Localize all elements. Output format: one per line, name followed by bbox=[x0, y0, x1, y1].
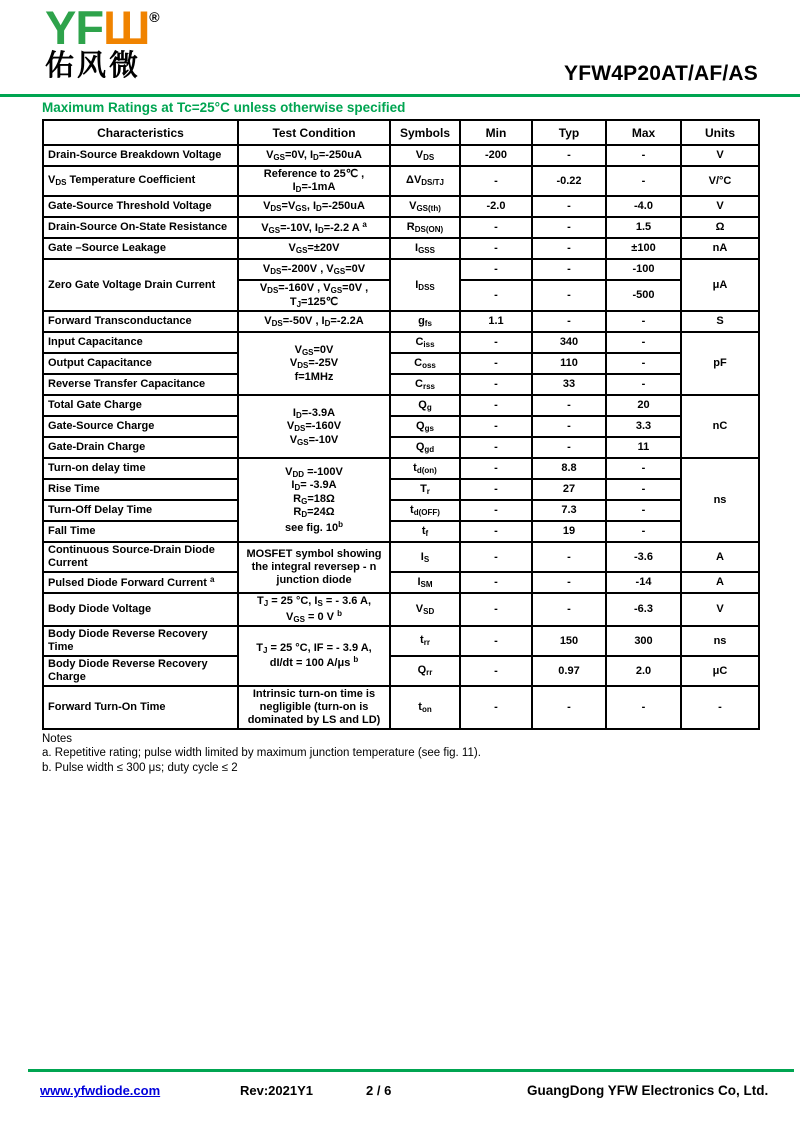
table-cell: - bbox=[532, 437, 606, 458]
table-cell: 8.8 bbox=[532, 458, 606, 479]
table-cell: V bbox=[681, 593, 759, 626]
table-cell: Ω bbox=[681, 217, 759, 238]
table-cell: $Q_g$ bbox=[390, 395, 460, 416]
table-cell: Forward Transconductance bbox=[43, 311, 238, 332]
table-cell: - bbox=[532, 145, 606, 166]
table-cell: $Q_{gs}$ bbox=[390, 416, 460, 437]
table-cell: $Q_{gd}$ bbox=[390, 437, 460, 458]
table-row bbox=[43, 259, 759, 280]
table-cell: Gate-Source Charge bbox=[43, 416, 238, 437]
table-cell: V bbox=[681, 145, 759, 166]
table-cell: - bbox=[532, 196, 606, 217]
table-row bbox=[43, 374, 759, 395]
table-cell: $C_{oss}$ bbox=[390, 353, 460, 374]
table-cell: $t_{on}$ bbox=[390, 686, 460, 729]
table-cell: - bbox=[460, 166, 532, 196]
ratings-table bbox=[42, 119, 760, 730]
table-cell: - bbox=[460, 437, 532, 458]
registered-trademark-icon: ® bbox=[149, 9, 160, 25]
table-cell: - bbox=[532, 542, 606, 572]
table-cell: ±100 bbox=[606, 238, 681, 259]
table-row bbox=[43, 145, 759, 166]
table-row bbox=[43, 166, 759, 196]
table-cell: - bbox=[532, 238, 606, 259]
header-row bbox=[43, 120, 759, 145]
table-cell: - bbox=[460, 353, 532, 374]
table-cell: $V_{GS}=0V$, $I_D=-250uA$ bbox=[238, 145, 390, 166]
table-cell: A bbox=[681, 542, 759, 572]
table-cell: -2.0 bbox=[460, 196, 532, 217]
table-cell: Gate-Source Threshold Voltage bbox=[43, 196, 238, 217]
yfw-logo bbox=[45, 1, 160, 82]
table-cell: $I_{SM}$ bbox=[390, 572, 460, 593]
table-cell: Gate-Drain Charge bbox=[43, 437, 238, 458]
table-cell: 11 bbox=[606, 437, 681, 458]
table-cell: - bbox=[460, 374, 532, 395]
table-cell: $\Delta V_{DS/TJ}$ bbox=[390, 166, 460, 196]
logo-yf-text: YF bbox=[45, 1, 104, 54]
table-cell: Turn-on delay time bbox=[43, 458, 238, 479]
table-cell: - bbox=[460, 521, 532, 542]
table-cell: Rise Time bbox=[43, 479, 238, 500]
table-cell: - bbox=[606, 166, 681, 196]
table-cell: $Q_{rr}$ bbox=[390, 656, 460, 686]
table-cell: $C_{iss}$ bbox=[390, 332, 460, 353]
table-row bbox=[43, 332, 759, 353]
table-cell: -100 bbox=[606, 259, 681, 280]
table-cell: MOSFET symbol showing the integral reversep - n junction diode bbox=[238, 542, 390, 593]
table-row bbox=[43, 196, 759, 217]
notes-title: Notes bbox=[42, 732, 73, 745]
table-cell: $C_{rss}$ bbox=[390, 374, 460, 395]
table-cell: - bbox=[460, 542, 532, 572]
table-cell: $I_{GSS}$ bbox=[390, 238, 460, 259]
table-cell: - bbox=[460, 626, 532, 656]
table-cell: Input Capacitance bbox=[43, 332, 238, 353]
table-row bbox=[43, 542, 759, 572]
table-cell: Body Diode Reverse Recovery Charge bbox=[43, 656, 238, 686]
table-cell: Total Gate Charge bbox=[43, 395, 238, 416]
column-header: Min bbox=[460, 120, 532, 145]
table-cell: 0.97 bbox=[532, 656, 606, 686]
table-cell: $V_{GS}=0V$ $V_{DS}=-25V$ f=1MHz bbox=[238, 332, 390, 395]
table-row bbox=[43, 458, 759, 479]
table-cell: - bbox=[606, 479, 681, 500]
table-cell: $T_J = 25$ °C, $I_S$ = - 3.6 A, $V_{GS} = 0$ V $^b$ bbox=[238, 593, 390, 626]
section-heading: Maximum Ratings at Tc=25°C unless otherwise specified bbox=[42, 100, 406, 115]
table-cell: - bbox=[681, 686, 759, 729]
table-cell: - bbox=[460, 238, 532, 259]
table-cell: $t_f$ bbox=[390, 521, 460, 542]
table-cell: - bbox=[606, 521, 681, 542]
table-cell: Reference to 25℃ , $I_D=-1mA$ bbox=[238, 166, 390, 196]
table-cell: Body Diode Voltage bbox=[43, 593, 238, 626]
table-cell: - bbox=[532, 686, 606, 729]
table-cell: pF bbox=[681, 332, 759, 395]
table-cell: - bbox=[460, 280, 532, 311]
table-cell: $V_{GS}=\pm 20V$ bbox=[238, 238, 390, 259]
table-cell: V/°C bbox=[681, 166, 759, 196]
notes-section bbox=[42, 732, 758, 775]
table-cell: nC bbox=[681, 395, 759, 458]
table-cell: 2.0 bbox=[606, 656, 681, 686]
table-row bbox=[43, 437, 759, 458]
table-cell: - bbox=[460, 656, 532, 686]
table-cell: - bbox=[460, 395, 532, 416]
table-cell: 1.5 bbox=[606, 217, 681, 238]
table-cell: 3.3 bbox=[606, 416, 681, 437]
footer-divider bbox=[28, 1069, 794, 1072]
column-header: Max bbox=[606, 120, 681, 145]
table-cell: 150 bbox=[532, 626, 606, 656]
footer-website-link[interactable]: www.yfwdiode.com bbox=[40, 1083, 161, 1098]
table-row bbox=[43, 686, 759, 729]
table-cell: - bbox=[460, 458, 532, 479]
column-header: Characteristics bbox=[43, 120, 238, 145]
table-cell: - bbox=[460, 500, 532, 521]
logo-wordmark bbox=[45, 1, 160, 54]
table-cell: - bbox=[460, 332, 532, 353]
table-row bbox=[43, 311, 759, 332]
logo-w-icon: Ш bbox=[103, 1, 150, 54]
table-cell: $V_{DS}=V_{GS}$, $I_D=-250uA$ bbox=[238, 196, 390, 217]
header-divider bbox=[0, 94, 800, 97]
table-cell: - bbox=[460, 259, 532, 280]
footer-revision: Rev:2021Y1 bbox=[240, 1083, 313, 1098]
table-cell: $g_{fs}$ bbox=[390, 311, 460, 332]
table-cell: $t_{d(on)}$ bbox=[390, 458, 460, 479]
table-cell: $V_{SD}$ bbox=[390, 593, 460, 626]
table-cell: - bbox=[460, 686, 532, 729]
table-header bbox=[43, 120, 759, 145]
table-cell: - bbox=[460, 416, 532, 437]
table-cell: - bbox=[606, 686, 681, 729]
table-cell: S bbox=[681, 311, 759, 332]
table-cell: $T_r$ bbox=[390, 479, 460, 500]
table-cell: Reverse Transfer Capacitance bbox=[43, 374, 238, 395]
table-cell: $V_{GS}=-10V$, $I_D=-2.2$ A $^a$ bbox=[238, 217, 390, 238]
table-cell: Fall Time bbox=[43, 521, 238, 542]
column-header: Typ bbox=[532, 120, 606, 145]
table-cell: $I_{DSS}$ bbox=[390, 259, 460, 311]
table-cell: Zero Gate Voltage Drain Current bbox=[43, 259, 238, 311]
table-cell: Turn-Off Delay Time bbox=[43, 500, 238, 521]
table-cell: $V_{DS}$ Temperature Coefficient bbox=[43, 166, 238, 196]
table-row bbox=[43, 572, 759, 593]
table-cell: -200 bbox=[460, 145, 532, 166]
table-cell: -500 bbox=[606, 280, 681, 311]
table-cell: Forward Turn-On Time bbox=[43, 686, 238, 729]
table-cell: - bbox=[606, 332, 681, 353]
table-cell: - bbox=[532, 311, 606, 332]
column-header: Test Condition bbox=[238, 120, 390, 145]
table-cell: $V_{DS}=-200V$ , $V_{GS}=0V$ bbox=[238, 259, 390, 280]
table-row bbox=[43, 656, 759, 686]
table-cell: 1.1 bbox=[460, 311, 532, 332]
table-cell: -3.6 bbox=[606, 542, 681, 572]
column-header: Symbols bbox=[390, 120, 460, 145]
table-row bbox=[43, 238, 759, 259]
table-cell: $V_{DS}$ bbox=[390, 145, 460, 166]
table-cell: 20 bbox=[606, 395, 681, 416]
table-cell: $V_{DD} =-100V$ $I_D= -3.9A$ $R_G=18\Omega$ $R_D=24\Omega$ see fig. 10$^b$ bbox=[238, 458, 390, 542]
table-cell: Continuous Source-Drain Diode Current bbox=[43, 542, 238, 572]
table-row bbox=[43, 593, 759, 626]
table-cell: Drain-Source On-State Resistance bbox=[43, 217, 238, 238]
table-cell: - bbox=[606, 500, 681, 521]
table-cell: 300 bbox=[606, 626, 681, 656]
table-cell: Output Capacitance bbox=[43, 353, 238, 374]
table-cell: - bbox=[532, 259, 606, 280]
table-cell: $V_{DS}=-160V$ , $V_{GS}=0V$ , $T_J=125℃$ bbox=[238, 280, 390, 311]
column-header: Units bbox=[681, 120, 759, 145]
table-cell: -6.3 bbox=[606, 593, 681, 626]
table-cell: 110 bbox=[532, 353, 606, 374]
table-cell: nA bbox=[681, 238, 759, 259]
footer-company-name: GuangDong YFW Electronics Co, Ltd. bbox=[527, 1083, 769, 1098]
note-line-a: a. Repetitive rating; pulse width limited by maximum junction temperature (see fig. 11). bbox=[42, 747, 481, 760]
table-cell: $t_{d(OFF)}$ bbox=[390, 500, 460, 521]
table-cell: Body Diode Reverse Recovery Time bbox=[43, 626, 238, 656]
table-cell: - bbox=[606, 311, 681, 332]
table-cell: 33 bbox=[532, 374, 606, 395]
table-cell: A bbox=[681, 572, 759, 593]
table-row bbox=[43, 479, 759, 500]
table-cell: V bbox=[681, 196, 759, 217]
table-cell: - bbox=[460, 217, 532, 238]
table-cell: $V_{GS(th)}$ bbox=[390, 196, 460, 217]
table-cell: Drain-Source Breakdown Voltage bbox=[43, 145, 238, 166]
table-cell: 19 bbox=[532, 521, 606, 542]
table-cell: - bbox=[532, 572, 606, 593]
table-cell: -0.22 bbox=[532, 166, 606, 196]
footer-page-number: 2 / 6 bbox=[366, 1083, 392, 1098]
table-row bbox=[43, 217, 759, 238]
logo-chinese-name: 佑风微 bbox=[45, 49, 142, 82]
table-row bbox=[43, 500, 759, 521]
table-cell: - bbox=[460, 593, 532, 626]
table-cell: 7.3 bbox=[532, 500, 606, 521]
table-cell: $T_J = 25$ °C, IF = - 3.9 A, dI/dt = 100 A/μs $^b$ bbox=[238, 626, 390, 686]
table-row bbox=[43, 521, 759, 542]
note-line-b: b. Pulse width ≤ 300 μs; duty cycle ≤ 2 bbox=[42, 761, 238, 774]
table-cell: - bbox=[606, 374, 681, 395]
table-cell: - bbox=[532, 217, 606, 238]
table-cell: $V_{DS}=-50V$ , $I_D=-2.2A$ bbox=[238, 311, 390, 332]
table-cell: ns bbox=[681, 626, 759, 656]
table-cell: - bbox=[532, 280, 606, 311]
table-cell: - bbox=[532, 593, 606, 626]
table-cell: - bbox=[606, 458, 681, 479]
part-number-title: YFW4P20AT/AF/AS bbox=[564, 62, 758, 85]
table-row bbox=[43, 416, 759, 437]
table-cell: 340 bbox=[532, 332, 606, 353]
table-row bbox=[43, 626, 759, 656]
table-cell: Pulsed Diode Forward Current $^a$ bbox=[43, 572, 238, 593]
table-cell: $I_D=-3.9A$ $V_{DS}=-160V$ $V_{GS}=-10V$ bbox=[238, 395, 390, 458]
table-cell: - bbox=[460, 572, 532, 593]
table-cell: $t_{rr}$ bbox=[390, 626, 460, 656]
table-cell: - bbox=[532, 395, 606, 416]
table-cell: μC bbox=[681, 656, 759, 686]
table-body bbox=[43, 145, 759, 729]
table-cell: -14 bbox=[606, 572, 681, 593]
table-cell: Intrinsic turn-on time is negligible (turn-on is dominated by LS and LD) bbox=[238, 686, 390, 729]
table-cell: -4.0 bbox=[606, 196, 681, 217]
table-cell: $I_S$ bbox=[390, 542, 460, 572]
content-area bbox=[42, 119, 758, 775]
table-cell: - bbox=[606, 353, 681, 374]
table-row bbox=[43, 395, 759, 416]
table-cell: - bbox=[460, 479, 532, 500]
table-cell: - bbox=[532, 416, 606, 437]
table-cell: 27 bbox=[532, 479, 606, 500]
table-cell: μA bbox=[681, 259, 759, 311]
table-row bbox=[43, 353, 759, 374]
table-cell: - bbox=[606, 145, 681, 166]
table-cell: $R_{DS(ON)}$ bbox=[390, 217, 460, 238]
table-cell: ns bbox=[681, 458, 759, 542]
table-cell: Gate –Source Leakage bbox=[43, 238, 238, 259]
